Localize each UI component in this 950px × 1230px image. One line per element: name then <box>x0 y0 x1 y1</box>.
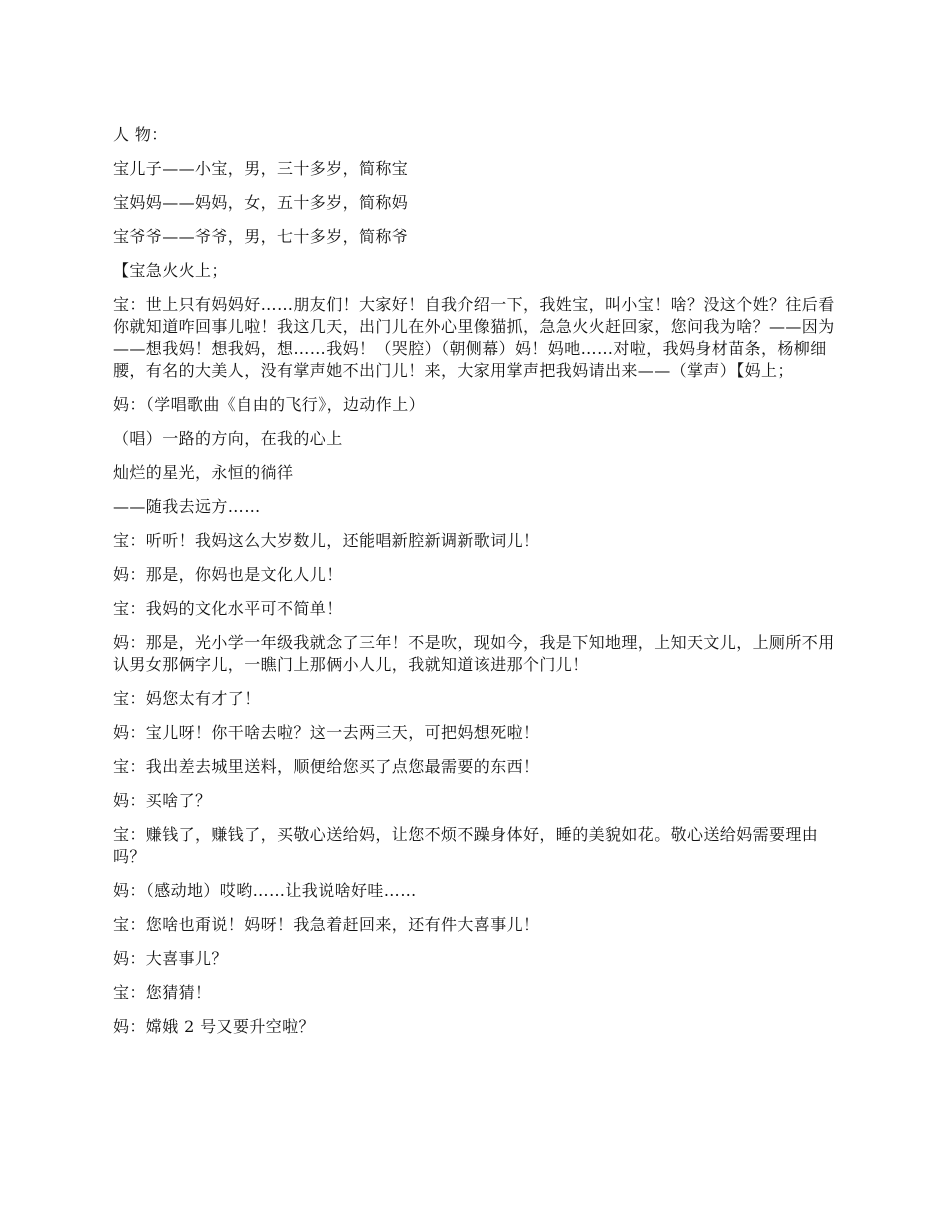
cast-heading: 人 物： <box>113 125 168 144</box>
dialogue-line: 宝：赚钱了，赚钱了，买敬心送给妈，让您不烦不躁身体好，睡的美貌如花。敬心送给妈需要理由吗？ <box>113 825 819 866</box>
dialogue-line: 宝：您啥也甭说！妈呀！我急着赶回来，还有件大喜事儿！ <box>113 915 540 934</box>
dialogue-line: 宝：我出差去城里送料，顺便给您买了点您最需要的东西！ <box>113 757 540 776</box>
lyric-line: ——随我去远方…… <box>113 497 261 516</box>
cast-member-grandfather: 宝爷爷——爷爷，男，七十多岁，简称爷 <box>113 227 409 246</box>
dialogue-line: 妈：那是，光小学一年级我就念了三年！不是吹，现如今，我是下知地理，上知天文儿，上厕所不用认男女那俩字儿，一瞧门上那俩小人儿，我就知道该进那个门儿！ <box>113 633 835 674</box>
dialogue-line: 妈：（感动地）哎哟……让我说啥好哇…… <box>113 881 417 900</box>
dialogue-line: 宝：听听！我妈这么大岁数儿，还能唱新腔新调新歌词儿！ <box>113 531 540 550</box>
stage-direction: 【宝急火火上； <box>113 261 228 280</box>
cast-member-mother: 宝妈妈——妈妈，女，五十多岁，简称妈 <box>113 193 409 212</box>
script-text <box>113 124 838 1050</box>
dialogue-line: 妈：（学唱歌曲《自由的飞行》，边动作上） <box>113 395 426 414</box>
dialogue-line: 妈：大喜事儿？ <box>113 949 228 968</box>
dialogue-line: 宝：我妈的文化水平可不简单！ <box>113 599 343 618</box>
dialogue-line: 妈：那是，你妈也是文化人儿！ <box>113 565 343 584</box>
dialogue-line: 妈：买啥了？ <box>113 791 212 810</box>
dialogue-line: 妈：宝儿呀！你干啥去啦？这一去两三天，可把妈想死啦！ <box>113 723 540 742</box>
dialogue-line: 宝：世上只有妈妈好……朋友们！大家好！自我介绍一下，我姓宝，叫小宝！啥？没这个姓？往后看你就知道咋回事儿啦！我这几天，出门儿在外心里像猫抓，急急火火赶回家，您问我为啥？——因为——想我妈！想我妈，想……我妈！（哭腔）（朝侧幕）妈！妈吔……对啦，我妈身材苗条，杨柳细腰，有名的大美人，没有掌声她不出门儿！来，大家用掌声把我妈请出来——（掌声）【妈上； <box>113 295 835 380</box>
dialogue-line: 宝：妈您太有才了！ <box>113 689 261 708</box>
lyric-line: 灿烂的星光，永恒的徜徉 <box>113 463 294 482</box>
dialogue-line: 妈：嫦娥 2 号又要升空啦？ <box>113 1017 315 1036</box>
lyric-line: （唱）一路的方向，在我的心上 <box>113 429 343 448</box>
cast-member-son: 宝儿子——小宝，男，三十多岁，简称宝 <box>113 159 409 178</box>
dialogue-line: 宝：您猜猜！ <box>113 983 212 1002</box>
